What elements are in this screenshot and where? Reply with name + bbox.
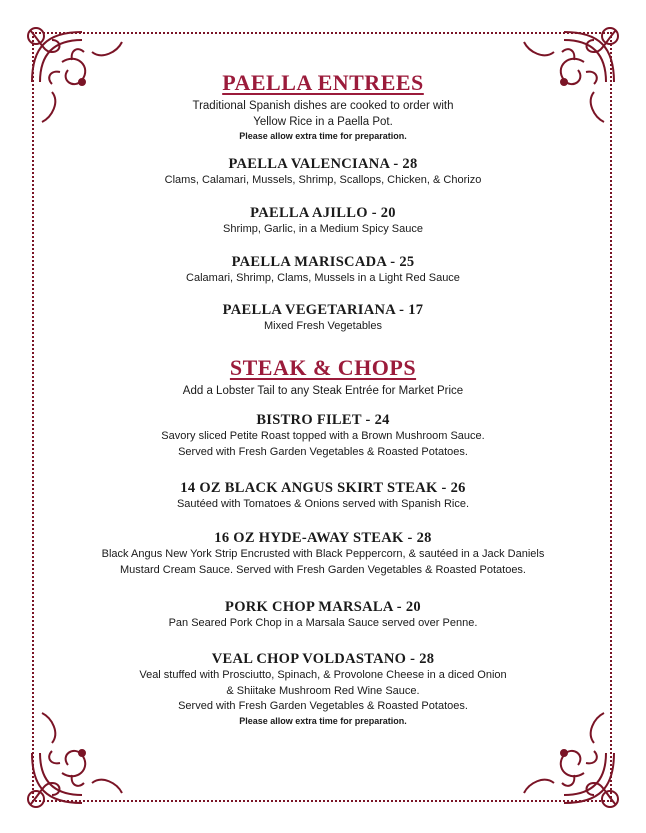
item-title: PAELLA VALENCIANA - 28 (228, 156, 418, 172)
item-title: 16 OZ HYDE-AWAY STEAK - 28 (214, 530, 432, 546)
menu-item (70, 155, 576, 189)
item-title: PAELLA VEGETARIANA - 17 (222, 302, 424, 318)
menu-item (70, 479, 576, 513)
item-title: PAELLA AJILLO - 20 (250, 205, 396, 221)
item-desc: Shrimp, Garlic, in a Medium Spicy Sauce (223, 223, 423, 235)
menu-item (70, 411, 576, 460)
item-desc: Black Angus New York Strip Encrusted with Black Peppercorn, & sautéed in a Jack Daniels (101, 548, 545, 560)
item-desc: Savory sliced Petite Roast topped with a Brown Mushroom Sauce. (161, 430, 485, 442)
item-desc: Sautéed with Tomatoes & Onions served with Spanish Rice. (176, 498, 470, 510)
section-title-paella: PAELLA ENTREES (222, 70, 424, 95)
menu-item (70, 204, 576, 238)
paella-section (70, 70, 576, 143)
steak-note: Please allow extra time for preparation. (239, 715, 407, 726)
menu-item (70, 253, 576, 287)
menu-item (70, 301, 576, 335)
item-desc: Mustard Cream Sauce. Served with Fresh Garden Vegetables & Roasted Potatoes. (120, 563, 526, 576)
item-desc: Served with Fresh Garden Vegetables & Roasted Potatoes. (178, 700, 468, 712)
item-title: BISTRO FILET - 24 (256, 412, 390, 428)
item-title: PAELLA MARISCADA - 25 (231, 254, 415, 270)
item-title: PORK CHOP MARSALA - 20 (225, 599, 421, 615)
menu-item (70, 598, 576, 632)
steak-intro: Add a Lobster Tail to any Steak Entrée for Market Price (182, 385, 464, 397)
menu-item (70, 529, 576, 578)
item-desc: Calamari, Shrimp, Clams, Mussels in a Light Red Sauce (186, 272, 460, 284)
section-title-steak: STEAK & CHOPS (229, 355, 417, 380)
paella-note: Please allow extra time for preparation. (239, 131, 407, 141)
item-desc: Clams, Calamari, Mussels, Shrimp, Scallops, Chicken, & Chorizo (164, 174, 482, 186)
item-desc: & Shiitake Mushroom Red Wine Sauce. (226, 684, 420, 697)
item-desc: Pan Seared Pork Chop in a Marsala Sauce served over Penne. (168, 617, 478, 629)
item-title: 14 OZ BLACK ANGUS SKIRT STEAK - 26 (180, 480, 466, 496)
item-desc: Veal stuffed with Prosciutto, Spinach, & Provolone Cheese in a diced Onion (139, 669, 507, 681)
item-desc: Mixed Fresh Vegetables (263, 320, 382, 332)
item-desc: Served with Fresh Garden Vegetables & Roasted Potatoes. (178, 445, 468, 458)
paella-intro-line1: Traditional Spanish dishes are cooked to order with (192, 100, 454, 112)
menu-item (70, 650, 576, 728)
steak-section (70, 355, 576, 399)
item-title: VEAL CHOP VOLDASTANO - 28 (211, 651, 435, 667)
paella-intro-line2: Yellow Rice in a Paella Pot. (253, 116, 393, 128)
